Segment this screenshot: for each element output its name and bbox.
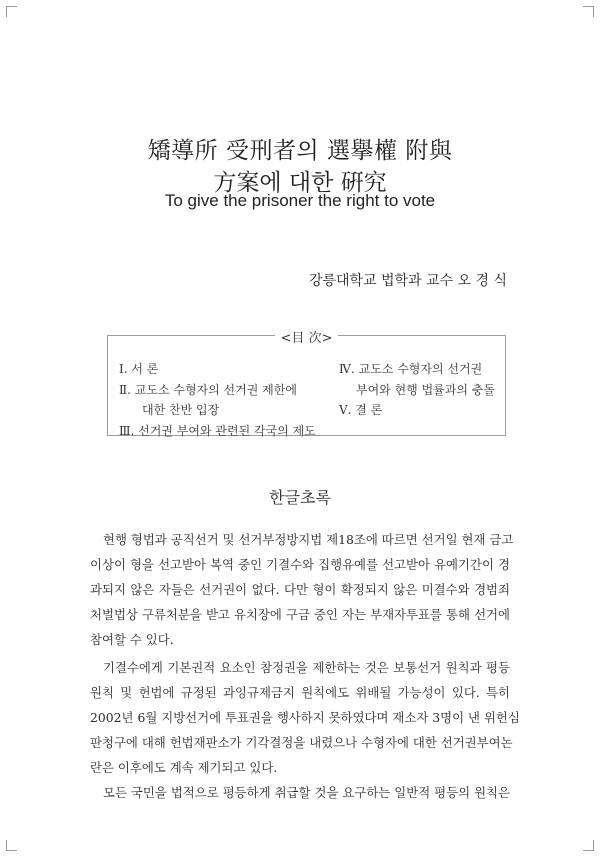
toc-item-4-continued: 부여와 현행 법률과의 충돌 [356, 383, 495, 397]
abstract-line: 란은 이후에도 계속 제기되고 있다. [90, 760, 278, 775]
abstract-line: 현행 형법과 공직선거 및 선거부정방지법 제18조에 따르면 선거일 현재 금고 [103, 532, 514, 547]
toc-item-3: Ⅲ. 선거권 부여와 관련된 각국의 제도 [119, 424, 316, 438]
crop-mark-bottom-right [583, 840, 594, 851]
paper-title-line-1: 矯導所 受刑者의 選擧權 附與 [147, 138, 453, 164]
crop-mark-bottom-left [6, 840, 17, 851]
abstract-line: 2002년 6월 지방선거에 투표권을 행사하지 못하였다며 재소자 3명이 낸 위헌심 [90, 710, 520, 725]
abstract-line: 이상이 형을 선고받아 복역 중인 기결수와 집행유예를 선고받아 유예기간이 경 [90, 557, 510, 572]
table-of-contents [107, 331, 506, 438]
abstract-heading: 한글초록 [269, 488, 331, 507]
paper-title-line-2: 方案에 대한 硏究 [213, 170, 387, 196]
abstract-line: 처벌법상 구류처분을 받고 유치장에 구금 중인 자는 부재자투표를 통해 선거에 [90, 607, 510, 622]
crop-mark-top-right [583, 6, 594, 17]
abstract-line: 과되지 않은 자들은 선거권이 없다. 다만 형이 확정되지 않은 미결수와 경범죄 [90, 582, 510, 597]
toc-item-2-continued: 대한 찬반 입장 [142, 403, 220, 417]
abstract-line: 원칙 및 헌법에 규정된 과잉규제금지 원칙에도 위배될 가능성이 있다. 특히 [90, 685, 510, 700]
abstract-line: 참여할 수 있다. [90, 632, 174, 647]
abstract-line: 모든 국민을 법적으로 평등하게 취급할 것을 요구하는 일반적 평등의 원칙은 [103, 785, 510, 800]
toc-item-5: Ⅴ. 결 론 [339, 403, 383, 417]
toc-item-4: Ⅳ. 교도소 수형자의 선거권 [339, 362, 483, 376]
toc-item-2: Ⅱ. 교도소 수형자의 선거권 제한에 [119, 383, 297, 397]
toc-item-1: Ⅰ. 서 론 [119, 362, 159, 376]
paper-subtitle-english: To give the prisoner the right to vote [164, 191, 436, 210]
crop-mark-top-left [6, 6, 17, 17]
toc-heading: <目 次> [275, 327, 339, 346]
abstract-line: 판청구에 대해 헌법재판소가 기각결정을 내렸으나 수형자에 대한 선거권부여논 [90, 735, 513, 750]
abstract-line: 기결수에게 기본권적 요소인 참정권을 제한하는 것은 보통선거 원칙과 평등 [103, 660, 510, 675]
author-affiliation: 강릉대학교 법학과 교수 오 경 식 [308, 273, 507, 289]
